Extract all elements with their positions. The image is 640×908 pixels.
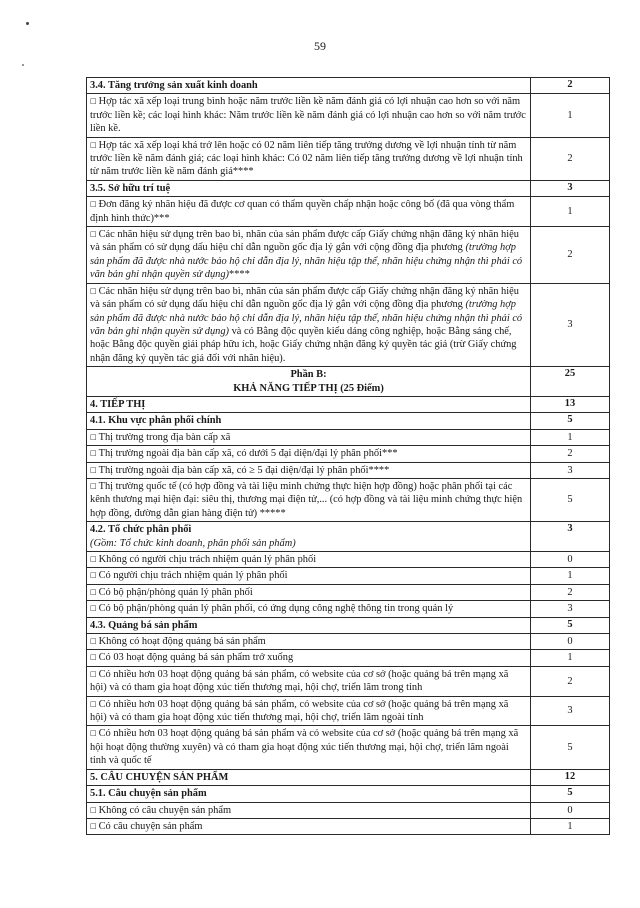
criteria-cell [87, 802, 531, 818]
points-cell: 13 [531, 396, 610, 412]
criteria-cell [87, 666, 531, 696]
criteria-text: Có nhiều hơn 03 hoạt động quảng bá sản phẩm, có website của cơ sở (hoặc quảng bá trên mạng xã hội) và có tham gia hoạt động xúc tiến thương mại, hội chợ, triển lãm ngoài tỉnh [90, 698, 509, 724]
checkbox-square-icon: □ [90, 571, 97, 580]
checkbox-square-icon: □ [90, 669, 97, 678]
checkbox-square-icon: □ [90, 604, 97, 613]
points-cell: 1 [531, 568, 610, 584]
points-cell: 5 [531, 413, 610, 429]
criteria-text: Có nhiều hơn 03 hoạt động quảng bá sản phẩm, có website của cơ sở (hoặc quảng bá trên mạng xã hội) và có tham gia hoạt động xúc tiến thương mại, hội chợ, triển lãm trong tỉnh [90, 668, 509, 694]
criteria-note: (Gồm: Tổ chức kinh doanh, phân phối sản phẩm) [90, 537, 296, 549]
points-cell: 1 [531, 429, 610, 445]
checkbox-square-icon: □ [90, 140, 97, 149]
criteria-note: (trường hợp sản phẩm đã được nhà nước bảo hộ chỉ dẫn địa lý, nhãn hiệu tập thể, nhãn hiệu chứng nhận thì phải có văn bản ghi nhận quyền sử dụng) [90, 299, 523, 337]
criteria-cell [87, 786, 531, 802]
criteria-text: Có nhiều hơn 03 hoạt động quảng bá sản phẩm và có website của cơ sở (hoặc quảng bá trên mạng xã hội hoạt động thường xuyên) và có tham gia hoạt động xúc tiến thương mại, hội chợ, triển lãm ngoài tỉnh và quốc tế [90, 728, 519, 767]
points-cell: 2 [531, 137, 610, 180]
checkbox-square-icon: □ [90, 465, 97, 474]
points-cell: 5 [531, 786, 610, 802]
criteria-text: Hợp tác xã xếp loại khá trở lên hoặc có 02 năm liên tiếp tăng trưởng dương về lợi nhuận tính từ năm trước liền kề năm đánh giá; các loại hình khác: Có 02 năm liên tiếp tăng trưởng dương về lợi nhuận tính từ năm trước liền kề năm đánh giá**** [90, 139, 523, 178]
criteria-cell [87, 650, 531, 666]
section-heading-row [87, 769, 610, 785]
section-heading-row [87, 180, 610, 196]
criteria-text: 3.4. Tăng trưởng sản xuất kinh doanh [90, 80, 258, 91]
criteria-cell [87, 227, 531, 284]
criteria-text: Có 03 hoạt động quảng bá sản phẩm trở xuống [98, 652, 294, 664]
page-number: 59 [314, 39, 326, 53]
section-heading-row [87, 78, 610, 94]
criteria-text: Thị trường quốc tế (có hợp đồng và tài liệu minh chứng thực hiện hợp đồng) hoặc phân phối tại các kênh thương mại hiện đại: siêu thị, thương mại điện tử,... (có hợp đồng và tài liệu minh chứng thực hiện hợp đồng, đường dẫn gian hàng điện tử) ***** [90, 480, 523, 519]
points-cell: 5 [531, 617, 610, 633]
checkbox-square-icon: □ [90, 587, 97, 596]
points-cell: 2 [531, 78, 610, 94]
criteria-cell [87, 726, 531, 769]
points-cell: 3 [531, 522, 610, 552]
criteria-cell [87, 617, 531, 633]
points-cell: 3 [531, 462, 610, 478]
criteria-text: 3.5. Sở hữu trí tuệ [90, 182, 171, 194]
part-heading-row [87, 367, 610, 397]
points-cell: 2 [531, 227, 610, 284]
criteria-text: Không có câu chuyện sản phẩm [98, 804, 232, 816]
criteria-cell [87, 478, 531, 521]
criteria-option-row [87, 634, 610, 650]
criteria-cell [87, 367, 531, 397]
criteria-option-row [87, 818, 610, 834]
criteria-note: (trường hợp sản phẩm đã được nhà nước bảo hộ chỉ dẫn địa lý, nhãn hiệu tập thể, nhãn hiệu chứng nhận thì phải có văn bản ghi nhận quyền sử dụng) [90, 242, 523, 281]
criteria-text: Thị trường trong địa bàn cấp xã [98, 431, 231, 443]
criteria-cell [87, 283, 531, 366]
criteria-option-row [87, 568, 610, 584]
checkbox-square-icon: □ [90, 637, 97, 646]
points-cell: 2 [531, 446, 610, 462]
checkbox-square-icon: □ [90, 200, 97, 209]
criteria-text: Có câu chuyện sản phẩm [98, 820, 203, 832]
points-cell: 12 [531, 769, 610, 785]
section-heading-row [87, 413, 610, 429]
checkbox-square-icon: □ [90, 432, 97, 441]
criteria-cell [87, 522, 531, 552]
criteria-option-row [87, 478, 610, 521]
criteria-option-row [87, 446, 610, 462]
points-cell: 1 [531, 197, 610, 227]
checkbox-square-icon: □ [90, 729, 97, 738]
criteria-text: Đơn đăng ký nhãn hiệu đã được cơ quan có thẩm quyền chấp nhận hoặc công bố (đã qua vòng thẩm định hình thức)*** [90, 199, 515, 224]
points-cell: 5 [531, 726, 610, 769]
criteria-cell [87, 462, 531, 478]
section-heading-row [87, 396, 610, 412]
section-heading-row [87, 522, 610, 552]
scan-dot [26, 22, 29, 25]
points-cell: 3 [531, 696, 610, 726]
criteria-option-row [87, 666, 610, 696]
points-cell: 1 [531, 650, 610, 666]
criteria-text: 4. TIẾP THỊ [90, 398, 146, 410]
criteria-text: 5.1. Câu chuyện sản phẩm [90, 788, 207, 800]
criteria-text: Có người chịu trách nhiệm quản lý phân phối [98, 570, 288, 582]
section-heading-row [87, 617, 610, 633]
criteria-option-row [87, 462, 610, 478]
criteria-text: Các nhãn hiệu sử dụng trên bao bì, nhãn của sản phẩm được cấp Giấy chứng nhận đăng ký nhãn hiệu và sản phẩm có sử dụng dấu hiệu chỉ dẫn nguồn gốc địa lý gắn với cộng đồng địa phương [90, 285, 519, 311]
criteria-option-row [87, 227, 610, 284]
checkbox-square-icon: □ [90, 653, 97, 662]
criteria-cell [87, 568, 531, 584]
checkbox-square-icon: □ [90, 230, 97, 239]
points-cell: 1 [531, 94, 610, 137]
criteria-cell [87, 584, 531, 600]
checkbox-square-icon: □ [90, 286, 97, 295]
criteria-text: Không có hoạt động quảng bá sản phẩm [98, 636, 266, 648]
criteria-cell [87, 429, 531, 445]
criteria-cell [87, 413, 531, 429]
criteria-cell [87, 818, 531, 834]
part-title: KHẢ NĂNG TIẾP THỊ (25 Điểm) [233, 382, 384, 394]
criteria-text: Có bộ phận/phòng quản lý phân phối [98, 586, 253, 598]
criteria-text: Phần B: [290, 369, 327, 381]
checkbox-square-icon: □ [90, 481, 97, 490]
criteria-cell [87, 137, 531, 180]
criteria-table [86, 77, 610, 835]
points-cell: 0 [531, 634, 610, 650]
criteria-text: 4.2. Tổ chức phân phối [90, 524, 192, 536]
points-cell: 0 [531, 552, 610, 568]
criteria-option-row [87, 584, 610, 600]
criteria-cell [87, 769, 531, 785]
checkbox-square-icon: □ [90, 449, 97, 458]
criteria-cell [87, 696, 531, 726]
criteria-cell [87, 552, 531, 568]
criteria-option-row [87, 283, 610, 366]
criteria-text: Hợp tác xã xếp loại trung bình hoặc năm trước liền kề năm đánh giá có lợi nhuận cao hơn so với năm trước liền kề; các loại hình khác: Năm trước liền kề năm đánh giá có lợi nhuận cao hơn so với năm trước liền kề. [90, 96, 526, 135]
criteria-cell [87, 396, 531, 412]
criteria-option-row [87, 197, 610, 227]
criteria-option-row [87, 137, 610, 180]
points-cell: 3 [531, 283, 610, 366]
checkbox-square-icon: □ [90, 699, 97, 708]
criteria-text: Có bộ phận/phòng quản lý phân phối, có ứng dụng công nghệ thông tin trong quản lý [98, 603, 454, 615]
criteria-text-tail: **** [229, 269, 250, 281]
criteria-option-row [87, 726, 610, 769]
criteria-text: 5. CÂU CHUYỆN SẢN PHẨM [90, 771, 229, 783]
points-cell: 2 [531, 666, 610, 696]
criteria-option-row [87, 94, 610, 137]
criteria-cell [87, 78, 531, 94]
criteria-cell [87, 634, 531, 650]
criteria-text: 4.1. Khu vực phân phối chính [90, 415, 222, 427]
scan-dot [22, 64, 24, 66]
criteria-text: Thị trường ngoài địa bàn cấp xã, có dưới 5 đại diện/đại lý phân phối*** [98, 448, 398, 460]
points-cell: 25 [531, 367, 610, 397]
points-cell: 3 [531, 601, 610, 617]
criteria-cell [87, 94, 531, 137]
criteria-option-row [87, 552, 610, 568]
points-cell: 3 [531, 180, 610, 196]
criteria-text-tail: và có Bằng độc quyền kiểu dáng công nghiệp, hoặc Bằng sáng chế, hoặc Bằng độc quyền giải pháp hữu ích, hoặc Giấy chứng nhận đăng ký quyền tác giả (trừ Giấy chứng nhận đăng ký quyền tác giả đối với nhãn hiệu). [90, 325, 517, 364]
points-cell: 2 [531, 584, 610, 600]
checkbox-square-icon: □ [90, 97, 97, 106]
criteria-option-row [87, 696, 610, 726]
criteria-option-row [87, 650, 610, 666]
checkbox-square-icon: □ [90, 821, 97, 830]
criteria-option-row [87, 802, 610, 818]
points-cell: 5 [531, 478, 610, 521]
criteria-option-row [87, 429, 610, 445]
criteria-text: Không có người chịu trách nhiệm quản lý phân phối [98, 554, 317, 565]
criteria-cell [87, 197, 531, 227]
criteria-text: Thị trường ngoài địa bàn cấp xã, có ≥ 5 đại diện/đại lý phân phối**** [98, 464, 390, 476]
criteria-cell [87, 180, 531, 196]
points-cell: 0 [531, 802, 610, 818]
checkbox-square-icon: □ [90, 555, 97, 563]
criteria-option-row [87, 601, 610, 617]
criteria-cell [87, 601, 531, 617]
checkbox-square-icon: □ [90, 805, 97, 814]
criteria-text: 4.3. Quảng bá sản phẩm [90, 619, 198, 631]
section-heading-row [87, 786, 610, 802]
criteria-cell [87, 446, 531, 462]
criteria-text: Các nhãn hiệu sử dụng trên bao bì, nhãn của sản phẩm được cấp Giấy chứng nhận đăng ký nhãn hiệu và sản phẩm có sử dụng dấu hiệu chỉ dẫn nguồn gốc địa lý gắn với cộng đồng địa phương [90, 229, 519, 254]
points-cell: 1 [531, 818, 610, 834]
